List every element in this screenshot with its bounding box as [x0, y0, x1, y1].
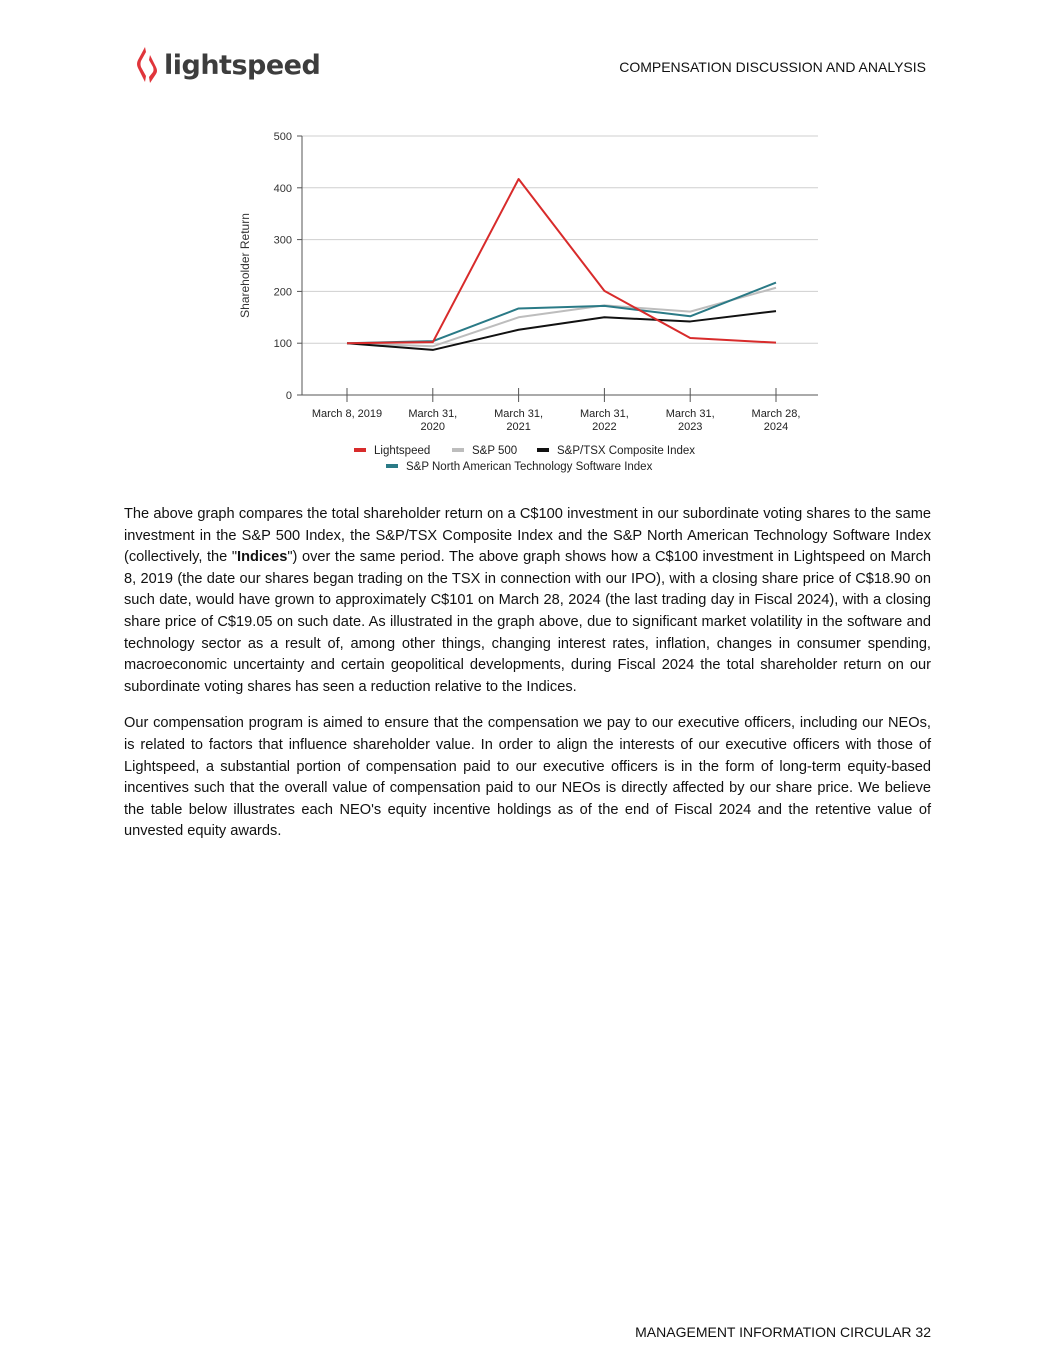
- paragraph-1-start: The above graph compares the total shareholder return on a C$100 investment in our subordinate voting shares to the same investment in the S&P 500 Index, the S&P/TSX Composite Index and the S&P North American Technology Software Index (collectively, the ": [124, 506, 931, 566]
- legend-swatch: [386, 464, 398, 468]
- x-tick-label: March 8, 2019: [311, 408, 383, 420]
- y-tick-label: 0: [285, 390, 292, 402]
- legend-swatch: [452, 448, 464, 452]
- y-tick-label: 300: [273, 234, 292, 247]
- x-tick-label: 2024: [763, 421, 789, 433]
- logo-wordmark: lightspeed: [164, 49, 321, 81]
- legend-label: S&P North American Technology Software Index: [406, 461, 653, 473]
- x-tick-label: March 31,: [408, 408, 458, 420]
- x-tick-label: 2023: [677, 421, 703, 433]
- paragraph-2: Our compensation program is aimed to ensure that the compensation we pay to our executive officers, including our NEOs, is related to factors that influence shareholder value. In order to align the interests of our executive officers with those of Lightspeed, a substantial portion of compensation paid to our executive officers is in the form of long-term equity-based incentives such that the overall value of compensation paid to our NEOs is directly affected by our share price. We believe the table below illustrates each NEO's equity incentive holdings as of the end of Fiscal 2024 and the retentive value of unvested equity awards.: [124, 715, 931, 840]
- legend-swatch: [537, 448, 549, 452]
- x-tick-label: 2021: [506, 421, 531, 433]
- y-tick-label: 400: [273, 182, 292, 195]
- indices-term: Indices: [237, 549, 288, 566]
- flame-icon: [136, 46, 160, 84]
- x-tick-label: March 31,: [579, 408, 629, 420]
- paragraph-1-end: ") over the same period. The above graph shows how a C$100 investment in Lightspeed on March 8, 2019 (the date our shares began trading on the TSX in connection with our IPO), with a closing share price of C$18.90 on such date, would have grown to approximately C$101 on March 28, 2024 (the last trading day in Fiscal 2024), with a closing share price of C$19.05 on such date. As illustrated in the graph above, due to significant market volatility in the software and technology sector as a result of, among other things, changing interest rates, inflation, changes in consumer spending, macroeconomic uncertainty and certain geopolitical developments, during Fiscal 2024 the total shareholder return on our subordinate voting shares has seen a reduction relative to the Indices.: [124, 549, 931, 695]
- series-line: [347, 311, 776, 350]
- y-tick-label: 200: [273, 286, 292, 299]
- legend-label: S&P 500: [472, 445, 518, 457]
- x-tick-label: March 31,: [665, 408, 715, 420]
- x-tick-label: March 31,: [494, 408, 544, 420]
- paragraph-1: [124, 504, 931, 698]
- body-text: [124, 504, 931, 858]
- x-tick-label: March 28,: [751, 408, 801, 420]
- shareholder-return-chart: [230, 118, 830, 490]
- x-tick-label: 2022: [592, 421, 617, 433]
- section-title: COMPENSATION DISCUSSION AND ANALYSIS: [619, 59, 926, 75]
- y-axis-label: Shareholder Return: [238, 213, 252, 318]
- legend-label: Lightspeed: [374, 445, 431, 457]
- y-tick-label: 500: [273, 131, 292, 143]
- y-tick-label: 100: [273, 338, 292, 351]
- x-tick-label: 2020: [420, 421, 446, 433]
- chart-svg: [230, 118, 830, 490]
- series-line: [347, 288, 776, 347]
- page-footer: MANAGEMENT INFORMATION CIRCULAR 32: [635, 1324, 931, 1340]
- legend-swatch: [354, 448, 366, 452]
- legend-label: S&P/TSX Composite Index: [557, 445, 696, 457]
- company-logo: [136, 46, 320, 84]
